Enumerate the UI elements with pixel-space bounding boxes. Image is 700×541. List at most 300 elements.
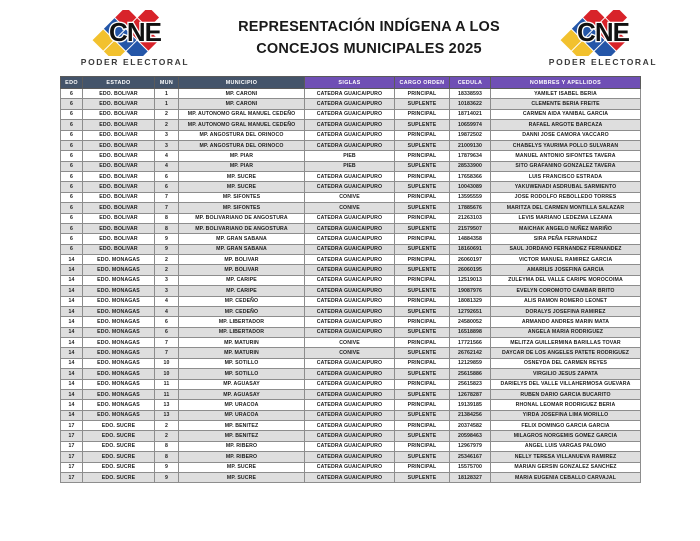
table-row[interactable] bbox=[61, 109, 641, 119]
table-row[interactable] bbox=[61, 223, 641, 233]
cell-estado: EDO. BOLIVAR bbox=[83, 109, 155, 119]
cell-siglas: PIEB bbox=[305, 161, 395, 171]
cell-estado: EDO. BOLIVAR bbox=[83, 192, 155, 202]
cell-cedula: 19872502 bbox=[450, 130, 491, 140]
cell-edo: 6 bbox=[61, 234, 83, 244]
cell-nombres: OSNEYDA DEL CARMEN REYES bbox=[491, 358, 641, 368]
cell-mun: 2 bbox=[155, 255, 179, 265]
column-header-siglas[interactable]: SIGLAS bbox=[305, 77, 395, 89]
cell-nombres: EVELYN COROMOTO CAMBAR BRITO bbox=[491, 286, 641, 296]
cell-nombres: ZULEYMA DEL VALLE CARIPE MOROCOIMA bbox=[491, 275, 641, 285]
cell-estado: EDO. BOLIVAR bbox=[83, 99, 155, 109]
cell-municipio: MP. PIAR bbox=[179, 151, 305, 161]
cell-siglas: CATEDRA GUAICAIPURO bbox=[305, 421, 395, 431]
cell-mun: 10 bbox=[155, 369, 179, 379]
cell-cargo_orden: PRINCIPAL bbox=[395, 192, 450, 202]
cell-cargo_orden: SUPLENTE bbox=[395, 472, 450, 482]
cell-estado: EDO. BOLIVAR bbox=[83, 244, 155, 254]
cell-nombres: JOSE RODOLFO REBOLLEDO TORRES bbox=[491, 192, 641, 202]
table-row[interactable] bbox=[61, 234, 641, 244]
column-header-estado[interactable]: ESTADO bbox=[83, 77, 155, 89]
cell-nombres: VICTOR MANUEL RAMIREZ GARCIA bbox=[491, 255, 641, 265]
cell-cargo_orden: SUPLENTE bbox=[395, 410, 450, 420]
cell-edo: 17 bbox=[61, 421, 83, 431]
cell-cargo_orden: PRINCIPAL bbox=[395, 109, 450, 119]
cell-edo: 6 bbox=[61, 192, 83, 202]
cell-municipio: MP. LIBERTADOR bbox=[179, 317, 305, 327]
cell-siglas: CATEDRA GUAICAIPURO bbox=[305, 472, 395, 482]
table-row[interactable] bbox=[61, 431, 641, 441]
column-header-mun[interactable]: MUN bbox=[155, 77, 179, 89]
table-row[interactable] bbox=[61, 317, 641, 327]
cell-municipio: MP. MATURIN bbox=[179, 338, 305, 348]
cell-cedula: 17721566 bbox=[450, 338, 491, 348]
cell-mun: 8 bbox=[155, 223, 179, 233]
cell-municipio: MP. MATURIN bbox=[179, 348, 305, 358]
cell-cargo_orden: PRINCIPAL bbox=[395, 234, 450, 244]
cell-siglas: CONIVE bbox=[305, 203, 395, 213]
cell-cedula: 25615886 bbox=[450, 369, 491, 379]
cell-edo: 14 bbox=[61, 265, 83, 275]
cell-nombres: CHABELYS YAURIMA POLLO SULVARAN bbox=[491, 140, 641, 150]
cell-municipio: MP. URACOA bbox=[179, 410, 305, 420]
cell-cargo_orden: SUPLENTE bbox=[395, 223, 450, 233]
cell-estado: EDO. BOLIVAR bbox=[83, 140, 155, 150]
cell-cedula: 10659974 bbox=[450, 120, 491, 130]
cne-logo-svg-left bbox=[76, 10, 194, 56]
cell-cargo_orden: PRINCIPAL bbox=[395, 400, 450, 410]
table-row[interactable] bbox=[61, 369, 641, 379]
cell-estado: EDO. MONAGAS bbox=[83, 275, 155, 285]
cell-siglas: CONIVE bbox=[305, 348, 395, 358]
table-row[interactable] bbox=[61, 286, 641, 296]
cell-cargo_orden: SUPLENTE bbox=[395, 265, 450, 275]
table-row[interactable] bbox=[61, 296, 641, 306]
cell-edo: 14 bbox=[61, 389, 83, 399]
cell-siglas: CATEDRA GUAICAIPURO bbox=[305, 213, 395, 223]
cell-cargo_orden: PRINCIPAL bbox=[395, 172, 450, 182]
cell-nombres: MANUEL ANTONIO SIFONTES TAVERA bbox=[491, 151, 641, 161]
cell-mun: 7 bbox=[155, 203, 179, 213]
cne-logo-svg-right bbox=[544, 10, 662, 56]
cell-cargo_orden: PRINCIPAL bbox=[395, 379, 450, 389]
cell-nombres: CARMEN AIDA YANIBAL GARCIA bbox=[491, 109, 641, 119]
table-row[interactable] bbox=[61, 358, 641, 368]
cell-siglas: CATEDRA GUAICAIPURO bbox=[305, 89, 395, 99]
cell-mun: 2 bbox=[155, 431, 179, 441]
cell-nombres: LUIS FRANCISCO ESTRADA bbox=[491, 172, 641, 182]
cell-cargo_orden: PRINCIPAL bbox=[395, 296, 450, 306]
cell-mun: 2 bbox=[155, 265, 179, 275]
table-row[interactable] bbox=[61, 389, 641, 399]
cell-nombres: AMARILIS JOSEFINA GARCIA bbox=[491, 265, 641, 275]
cell-siglas: CATEDRA GUAICAIPURO bbox=[305, 182, 395, 192]
table-row[interactable] bbox=[61, 306, 641, 316]
table-row[interactable] bbox=[61, 151, 641, 161]
cne-acronym-right: CNE bbox=[577, 17, 629, 47]
cell-mun: 4 bbox=[155, 151, 179, 161]
cell-municipio: MP. CEDEÑO bbox=[179, 296, 305, 306]
cell-siglas: CATEDRA GUAICAIPURO bbox=[305, 130, 395, 140]
cell-estado: EDO. SUCRE bbox=[83, 462, 155, 472]
cell-municipio: MP. PIAR bbox=[179, 161, 305, 171]
cell-siglas: CATEDRA GUAICAIPURO bbox=[305, 379, 395, 389]
cell-municipio: MP. CARONI bbox=[179, 99, 305, 109]
cell-siglas: CATEDRA GUAICAIPURO bbox=[305, 431, 395, 441]
cell-estado: EDO. MONAGAS bbox=[83, 400, 155, 410]
cell-mun: 7 bbox=[155, 338, 179, 348]
table-row[interactable] bbox=[61, 410, 641, 420]
cell-estado: EDO. MONAGAS bbox=[83, 296, 155, 306]
cell-nombres: MARIAN GERSIN GONZALEZ SANCHEZ bbox=[491, 462, 641, 472]
cell-municipio: MP. RIBERO bbox=[179, 452, 305, 462]
cell-cedula: 25346167 bbox=[450, 452, 491, 462]
cell-mun: 1 bbox=[155, 99, 179, 109]
cell-cargo_orden: PRINCIPAL bbox=[395, 462, 450, 472]
table-row[interactable] bbox=[61, 265, 641, 275]
cell-mun: 6 bbox=[155, 317, 179, 327]
cell-cargo_orden: SUPLENTE bbox=[395, 120, 450, 130]
table-row[interactable] bbox=[61, 244, 641, 254]
cell-cargo_orden: PRINCIPAL bbox=[395, 89, 450, 99]
cell-cedula: 13595559 bbox=[450, 192, 491, 202]
cell-edo: 14 bbox=[61, 400, 83, 410]
cell-edo: 14 bbox=[61, 369, 83, 379]
cell-cargo_orden: SUPLENTE bbox=[395, 431, 450, 441]
cell-estado: EDO. MONAGAS bbox=[83, 327, 155, 337]
document-header bbox=[0, 0, 700, 78]
table-row[interactable] bbox=[61, 400, 641, 410]
cell-mun: 9 bbox=[155, 244, 179, 254]
cell-edo: 6 bbox=[61, 203, 83, 213]
cell-edo: 6 bbox=[61, 140, 83, 150]
cell-nombres: DAYCAR DE LOS ANGELES PATETE RODRIGUEZ bbox=[491, 348, 641, 358]
cell-cedula: 17658366 bbox=[450, 172, 491, 182]
cell-cedula: 21579507 bbox=[450, 223, 491, 233]
cell-cedula: 10183622 bbox=[450, 99, 491, 109]
cell-mun: 8 bbox=[155, 452, 179, 462]
cell-edo: 6 bbox=[61, 151, 83, 161]
cell-siglas: CATEDRA GUAICAIPURO bbox=[305, 286, 395, 296]
cell-nombres: MARITZA DEL CARMEN MONTILLA SALAZAR bbox=[491, 203, 641, 213]
cell-nombres: MARIA EUGENIA CEBALLO CARVAJAL bbox=[491, 472, 641, 482]
cell-estado: EDO. MONAGAS bbox=[83, 317, 155, 327]
cell-mun: 7 bbox=[155, 192, 179, 202]
cell-municipio: MP. BENITEZ bbox=[179, 431, 305, 441]
cell-municipio: MP. GRAN SABANA bbox=[179, 234, 305, 244]
cell-siglas: CATEDRA GUAICAIPURO bbox=[305, 327, 395, 337]
cell-estado: EDO. MONAGAS bbox=[83, 286, 155, 296]
cell-estado: EDO. BOLIVAR bbox=[83, 223, 155, 233]
cell-cargo_orden: PRINCIPAL bbox=[395, 338, 450, 348]
cell-nombres: YIRDA JOSEFINA LIMA MORILLO bbox=[491, 410, 641, 420]
table-row[interactable] bbox=[61, 161, 641, 171]
cell-nombres: YAKUWENADI ASDRUBAL SARMIENTO bbox=[491, 182, 641, 192]
cell-cargo_orden: SUPLENTE bbox=[395, 182, 450, 192]
cell-estado: EDO. MONAGAS bbox=[83, 379, 155, 389]
cell-cedula: 12129859 bbox=[450, 358, 491, 368]
cell-siglas: CATEDRA GUAICAIPURO bbox=[305, 462, 395, 472]
cell-edo: 6 bbox=[61, 223, 83, 233]
table-row[interactable] bbox=[61, 192, 641, 202]
column-header-edo[interactable]: EDO bbox=[61, 77, 83, 89]
cell-municipio: MP. SOTILLO bbox=[179, 358, 305, 368]
cell-cedula: 12678287 bbox=[450, 389, 491, 399]
table-row[interactable] bbox=[61, 379, 641, 389]
cell-siglas: CATEDRA GUAICAIPURO bbox=[305, 223, 395, 233]
cell-cedula: 18714021 bbox=[450, 109, 491, 119]
cell-municipio: MP. AGUASAY bbox=[179, 389, 305, 399]
cell-mun: 2 bbox=[155, 421, 179, 431]
cell-siglas: CATEDRA GUAICAIPURO bbox=[305, 109, 395, 119]
cell-municipio: MP. SUCRE bbox=[179, 172, 305, 182]
cell-edo: 6 bbox=[61, 172, 83, 182]
cell-cedula: 17879634 bbox=[450, 151, 491, 161]
cell-mun: 6 bbox=[155, 327, 179, 337]
representation-table bbox=[60, 76, 641, 483]
table-row[interactable] bbox=[61, 255, 641, 265]
cell-mun: 9 bbox=[155, 234, 179, 244]
cell-municipio: MP. CARIPE bbox=[179, 275, 305, 285]
cell-edo: 6 bbox=[61, 130, 83, 140]
cell-cargo_orden: SUPLENTE bbox=[395, 244, 450, 254]
cell-siglas: CATEDRA GUAICAIPURO bbox=[305, 317, 395, 327]
table-row[interactable] bbox=[61, 441, 641, 451]
cell-siglas: CONIVE bbox=[305, 192, 395, 202]
cell-cargo_orden: SUPLENTE bbox=[395, 452, 450, 462]
table-row[interactable] bbox=[61, 140, 641, 150]
cell-edo: 14 bbox=[61, 306, 83, 316]
cell-cargo_orden: PRINCIPAL bbox=[395, 213, 450, 223]
table-row[interactable] bbox=[61, 338, 641, 348]
cell-siglas: CATEDRA GUAICAIPURO bbox=[305, 234, 395, 244]
table-row[interactable] bbox=[61, 472, 641, 482]
table-row[interactable] bbox=[61, 348, 641, 358]
cell-nombres: MAICHAK ANGELO NUÑEZ MARIÑO bbox=[491, 223, 641, 233]
cell-edo: 6 bbox=[61, 213, 83, 223]
cell-cargo_orden: PRINCIPAL bbox=[395, 130, 450, 140]
cell-edo: 14 bbox=[61, 410, 83, 420]
table-row[interactable] bbox=[61, 327, 641, 337]
cell-siglas: CATEDRA GUAICAIPURO bbox=[305, 441, 395, 451]
cell-edo: 6 bbox=[61, 120, 83, 130]
cell-mun: 1 bbox=[155, 89, 179, 99]
cell-siglas: CATEDRA GUAICAIPURO bbox=[305, 452, 395, 462]
cell-nombres: VIRGILIO JESUS ZAPATA bbox=[491, 369, 641, 379]
cne-tagline-right: PODER ELECTORAL bbox=[548, 57, 658, 67]
table-row[interactable] bbox=[61, 421, 641, 431]
cell-cedula: 19139185 bbox=[450, 400, 491, 410]
cell-municipio: MP. BOLIVARIANO DE ANGOSTURA bbox=[179, 213, 305, 223]
cell-estado: EDO. MONAGAS bbox=[83, 306, 155, 316]
cell-cargo_orden: PRINCIPAL bbox=[395, 317, 450, 327]
table-row[interactable] bbox=[61, 172, 641, 182]
table-row[interactable] bbox=[61, 452, 641, 462]
cell-cargo_orden: PRINCIPAL bbox=[395, 441, 450, 451]
cell-edo: 17 bbox=[61, 431, 83, 441]
cell-cargo_orden: SUPLENTE bbox=[395, 327, 450, 337]
cne-logo-right bbox=[528, 4, 678, 67]
cell-cedula: 26762142 bbox=[450, 348, 491, 358]
cell-edo: 14 bbox=[61, 327, 83, 337]
table-row[interactable] bbox=[61, 130, 641, 140]
cell-cedula: 16518898 bbox=[450, 327, 491, 337]
table-row[interactable] bbox=[61, 203, 641, 213]
cell-nombres: DORALYS JOSEFINA RAMIREZ bbox=[491, 306, 641, 316]
cell-edo: 14 bbox=[61, 317, 83, 327]
cell-cargo_orden: PRINCIPAL bbox=[395, 421, 450, 431]
cell-edo: 17 bbox=[61, 441, 83, 451]
cell-siglas: CATEDRA GUAICAIPURO bbox=[305, 410, 395, 420]
column-header-cargo_orden[interactable]: CARGO ORDEN bbox=[395, 77, 450, 89]
cell-estado: EDO. MONAGAS bbox=[83, 358, 155, 368]
table-row[interactable] bbox=[61, 213, 641, 223]
cell-edo: 14 bbox=[61, 348, 83, 358]
cell-mun: 13 bbox=[155, 400, 179, 410]
column-header-municipio[interactable]: MUNICIPIO bbox=[179, 77, 305, 89]
cell-edo: 17 bbox=[61, 462, 83, 472]
cell-mun: 10 bbox=[155, 358, 179, 368]
cell-cargo_orden: PRINCIPAL bbox=[395, 275, 450, 285]
cell-cedula: 19087976 bbox=[450, 286, 491, 296]
table-row[interactable] bbox=[61, 462, 641, 472]
cell-estado: EDO. BOLIVAR bbox=[83, 161, 155, 171]
cell-estado: EDO. BOLIVAR bbox=[83, 89, 155, 99]
table-row[interactable] bbox=[61, 89, 641, 99]
cell-siglas: CATEDRA GUAICAIPURO bbox=[305, 120, 395, 130]
cell-siglas: CATEDRA GUAICAIPURO bbox=[305, 265, 395, 275]
cell-mun: 6 bbox=[155, 182, 179, 192]
cell-edo: 14 bbox=[61, 358, 83, 368]
table-row[interactable] bbox=[61, 275, 641, 285]
cell-cargo_orden: SUPLENTE bbox=[395, 161, 450, 171]
table-row[interactable] bbox=[61, 99, 641, 109]
cell-estado: EDO. BOLIVAR bbox=[83, 182, 155, 192]
cell-nombres: ANGEL LUIS VARGAS PALOMO bbox=[491, 441, 641, 451]
cell-municipio: MP. LIBERTADOR bbox=[179, 327, 305, 337]
cell-municipio: MP. RIBERO bbox=[179, 441, 305, 451]
cell-estado: EDO. SUCRE bbox=[83, 431, 155, 441]
cell-cedula: 25615823 bbox=[450, 379, 491, 389]
cell-estado: EDO. SUCRE bbox=[83, 452, 155, 462]
cell-estado: EDO. SUCRE bbox=[83, 441, 155, 451]
table-row[interactable] bbox=[61, 120, 641, 130]
cell-siglas: CATEDRA GUAICAIPURO bbox=[305, 369, 395, 379]
cell-cedula: 12967979 bbox=[450, 441, 491, 451]
cell-municipio: MP. CARIPE bbox=[179, 286, 305, 296]
table-body bbox=[61, 89, 641, 483]
cell-municipio: MP. ANGOSTURA DEL ORINOCO bbox=[179, 130, 305, 140]
cell-edo: 6 bbox=[61, 99, 83, 109]
cell-edo: 14 bbox=[61, 255, 83, 265]
cell-municipio: MP. URACOA bbox=[179, 400, 305, 410]
cell-mun: 9 bbox=[155, 462, 179, 472]
cell-estado: EDO. BOLIVAR bbox=[83, 130, 155, 140]
cell-edo: 6 bbox=[61, 109, 83, 119]
cell-cedula: 12792651 bbox=[450, 306, 491, 316]
cell-estado: EDO. MONAGAS bbox=[83, 369, 155, 379]
cell-nombres: CLEMENTE BERIA FREITE bbox=[491, 99, 641, 109]
cell-municipio: MP. CEDEÑO bbox=[179, 306, 305, 316]
cell-cargo_orden: SUPLENTE bbox=[395, 140, 450, 150]
cell-cedula: 20374582 bbox=[450, 421, 491, 431]
cell-mun: 8 bbox=[155, 441, 179, 451]
cell-siglas: CATEDRA GUAICAIPURO bbox=[305, 358, 395, 368]
cne-logo-mark-right bbox=[544, 10, 662, 56]
cell-edo: 14 bbox=[61, 275, 83, 285]
cell-municipio: MP. BOLIVARIANO DE ANGOSTURA bbox=[179, 223, 305, 233]
title-block bbox=[210, 4, 528, 61]
cell-estado: EDO. MONAGAS bbox=[83, 348, 155, 358]
table-row[interactable] bbox=[61, 182, 641, 192]
cell-mun: 4 bbox=[155, 296, 179, 306]
cell-siglas: CATEDRA GUAICAIPURO bbox=[305, 296, 395, 306]
cell-municipio: MP. AGUASAY bbox=[179, 379, 305, 389]
column-header-cedula[interactable]: CEDULA bbox=[450, 77, 491, 89]
cell-nombres: YAMILET ISABEL BERIA bbox=[491, 89, 641, 99]
cell-cargo_orden: SUPLENTE bbox=[395, 369, 450, 379]
cell-nombres: RUBEN DARIO GARCIA BUCARITO bbox=[491, 389, 641, 399]
cell-municipio: MP. GRAN SABANA bbox=[179, 244, 305, 254]
cell-cargo_orden: SUPLENTE bbox=[395, 99, 450, 109]
cell-nombres: RAFAEL ARGOTE BARCAZA bbox=[491, 120, 641, 130]
cell-nombres: SAUL JORDANO FERNANDEZ FERNANDEZ bbox=[491, 244, 641, 254]
column-header-nombres[interactable]: NOMBRES Y APELLIDOS bbox=[491, 77, 641, 89]
cell-municipio: MP. SUCRE bbox=[179, 472, 305, 482]
cell-siglas: CATEDRA GUAICAIPURO bbox=[305, 275, 395, 285]
cell-municipio: MP. AUTONOMO GRAL MANUEL CEDEÑO bbox=[179, 109, 305, 119]
cell-mun: 4 bbox=[155, 306, 179, 316]
document-title-line2: CONCEJOS MUNICIPALES 2025 bbox=[256, 41, 482, 58]
representation-table-wrapper bbox=[60, 76, 640, 483]
cell-estado: EDO. BOLIVAR bbox=[83, 151, 155, 161]
cell-cedula: 20598463 bbox=[450, 431, 491, 441]
cell-nombres: SIRA PEÑA FERNANDEZ bbox=[491, 234, 641, 244]
cell-mun: 8 bbox=[155, 213, 179, 223]
cell-estado: EDO. MONAGAS bbox=[83, 389, 155, 399]
cell-mun: 6 bbox=[155, 172, 179, 182]
cell-mun: 2 bbox=[155, 120, 179, 130]
cell-edo: 14 bbox=[61, 296, 83, 306]
cell-estado: EDO. BOLIVAR bbox=[83, 234, 155, 244]
cell-cedula: 18128327 bbox=[450, 472, 491, 482]
cell-estado: EDO. BOLIVAR bbox=[83, 203, 155, 213]
cell-cedula: 26060195 bbox=[450, 265, 491, 275]
cell-nombres: MILAGROS NORGEMIS GOMEZ GARCIA bbox=[491, 431, 641, 441]
cell-mun: 3 bbox=[155, 140, 179, 150]
cne-logo-left bbox=[60, 4, 210, 67]
cell-mun: 4 bbox=[155, 161, 179, 171]
cell-municipio: MP. BENITEZ bbox=[179, 421, 305, 431]
cell-edo: 17 bbox=[61, 472, 83, 482]
cell-nombres: SITO GRAFANINO GONZALEZ TAVERA bbox=[491, 161, 641, 171]
cell-mun: 11 bbox=[155, 389, 179, 399]
cell-cargo_orden: SUPLENTE bbox=[395, 389, 450, 399]
cell-edo: 14 bbox=[61, 379, 83, 389]
cell-estado: EDO. BOLIVAR bbox=[83, 172, 155, 182]
cell-cedula: 21263103 bbox=[450, 213, 491, 223]
cell-nombres: ARMANDO ANDRES MARIN MATA bbox=[491, 317, 641, 327]
cell-cedula: 28533900 bbox=[450, 161, 491, 171]
cell-cedula: 15575700 bbox=[450, 462, 491, 472]
cne-tagline-left: PODER ELECTORAL bbox=[80, 57, 190, 67]
cell-cargo_orden: SUPLENTE bbox=[395, 348, 450, 358]
cell-municipio: MP. SIFONTES bbox=[179, 192, 305, 202]
cell-cedula: 10043089 bbox=[450, 182, 491, 192]
cell-nombres: DANNI JOSE CAMORA VACCARO bbox=[491, 130, 641, 140]
cell-municipio: MP. SUCRE bbox=[179, 182, 305, 192]
cell-estado: EDO. BOLIVAR bbox=[83, 213, 155, 223]
